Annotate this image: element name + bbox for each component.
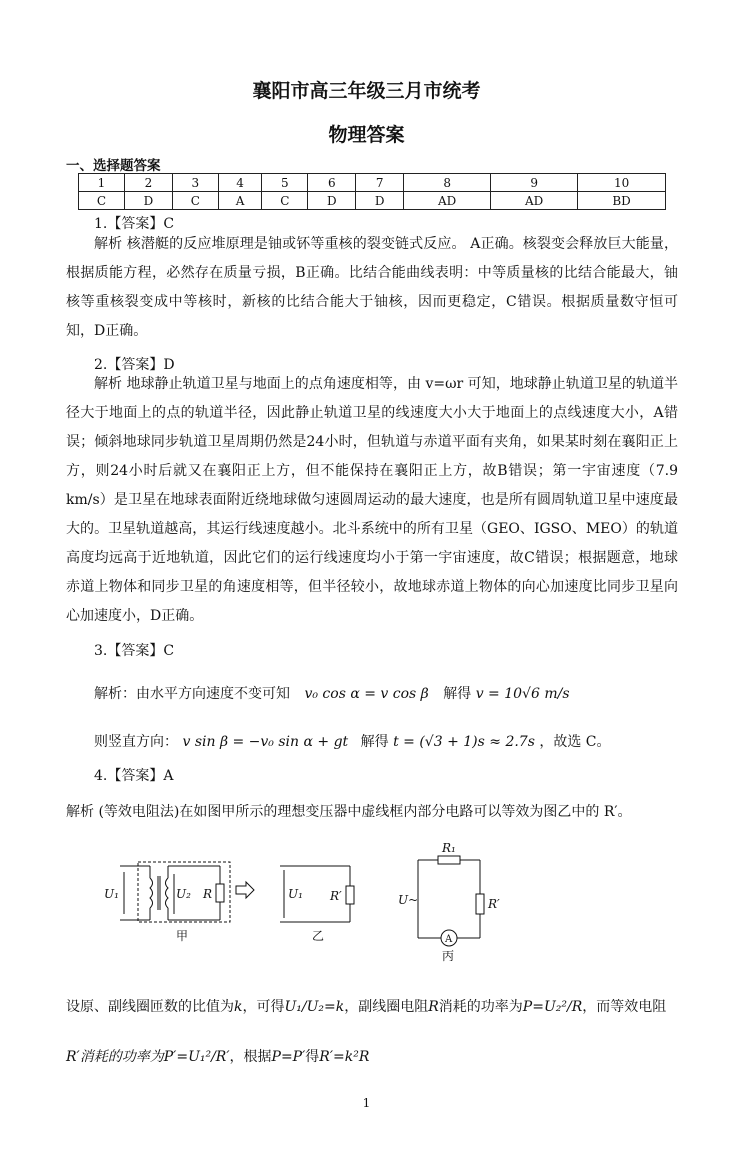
q4-power-prime-eq: P′=U₁²/R′ [163,1049,230,1065]
primary-coil [150,878,153,908]
q4-explanation: 解析 (等效电阻法)在如图甲所示的理想变压器中虚线框内部分电路可以等效为图乙中的 R′。 [66,804,632,820]
q4-line-b-text2: ，根据 [229,1049,272,1065]
label-r-prime-bing: R′ [488,897,500,911]
q4-line-b-text3: 得 [305,1049,320,1065]
question-number: 7 [356,174,404,192]
resistor-r-prime [346,886,354,904]
resistor-r1 [438,856,460,864]
label-u2: U₂ [176,887,191,901]
q3-equation-vertical: v sin β = −v₀ sin α + gt [182,734,349,750]
q4-line-b [66,1046,678,1068]
q4-result: R′=k²R [319,1049,370,1065]
answer-cell: BD [578,192,666,210]
q4-line-a-text3: ，副线圈电阻 [344,999,429,1015]
document-title: 襄阳市高三年级三月市统考 [252,80,481,102]
answer-cell: AD [404,192,491,210]
answer-cell: C [262,192,308,210]
q3-result-t: t = (√3 + 1)s ≈ 2.7s [393,734,535,750]
q4-line-b-text1: R′消耗的功率为 [66,1049,164,1065]
q1-label: 1.【答案】C [94,216,175,232]
q4-line-a [66,996,678,1018]
q4-r: R [428,999,439,1015]
question-number: 9 [491,174,578,192]
question-number: 5 [262,174,308,192]
question-number: 3 [172,174,218,192]
q4-k: k [234,999,243,1015]
q4-label: 4.【答案】A [94,768,174,784]
q3-line1-mid: 解得 [443,686,472,702]
label-bing: 丙 [442,949,455,962]
q3-result-v: v = 10√6 m/s [475,686,570,702]
answer-cell: D [356,192,404,210]
label-r1: R₁ [442,842,456,855]
label-yi: 乙 [312,929,325,943]
answer-table-number-row [79,174,666,192]
label-r-prime: R′ [330,889,342,903]
answer-table [78,173,666,210]
label-u-ac: U~ [398,893,419,907]
q2-explanation: 解析 地球静止轨道卫星与地面上的点角速度相等，由 v=ωr 可知，地球静止轨道卫星的轨道半径大于地面上的点的轨道半径，因此静止轨道卫星的线速度大小大于地面上的点线速度大小，A错误；倾斜地球同步轨道卫星周期仍然是24小时，但轨道与赤道平面有夹角，如果某时刻在襄阳正上方，则24小时后就又在襄阳正上方，但不能保持在襄阳正上方，故B错误；第一宇宙速度（7.9 km/s）是卫星在地球表面附近绕地球做匀速圆周运动的最大速度，也是所有圆周轨道卫星中速度最大的。卫星轨道越高，其运行线速度越小。北斗系统中的所有卫星（GEO、IGSO、MEO）的轨道高度均远高于近地轨道，因此它们的运行线速度均小于第一宇宙速度，故C错误；根据题意，地球赤道上物体和同步卫星的角速度相等，但半径较小，故地球赤道上物体的向心加速度比同步卫星向心加速度小，D正确。 [66,376,678,624]
label-r: R [203,887,213,901]
q3-line2 [94,731,611,751]
q3-line1 [94,683,570,703]
circuit-diagrams [0,842,733,962]
answer-cell: C [172,192,218,210]
question-number: 2 [124,174,172,192]
label-u1-yi: U₁ [288,887,303,901]
answer-cell: AD [491,192,578,210]
q4-ratio-eq: U₁/U₂=k [284,999,345,1015]
question-number: 6 [308,174,356,192]
resistor-r-prime-2 [476,894,484,914]
q3-line2-prefix: 则竖直方向： [94,734,178,750]
answer-cell: D [124,192,172,210]
q4-line-a-text2: ，可得 [242,999,285,1015]
answer-cell: C [79,192,125,210]
q4-line-a-text4: 消耗的功率为 [438,999,523,1015]
question-number: 1 [79,174,125,192]
ammeter-label: A [445,934,453,945]
section-heading: 一、选择题答案 [66,158,161,174]
question-number: 8 [404,174,491,192]
secondary-coil [166,878,169,908]
equivalence-arrow [236,882,254,898]
q4-equal-power: P=P′ [271,1049,306,1065]
q3-label: 3.【答案】C [94,643,175,659]
answer-table-answer-row [79,192,666,210]
question-number: 4 [218,174,262,192]
document-subtitle: 物理答案 [328,124,405,146]
q4-line-a-text1: 设原、副线圈匝数的比值为 [66,999,234,1015]
q3-line2-mid: 解得 [360,734,389,750]
q1-explanation: 解析 核潜艇的反应堆原理是铀或钚等重核的裂变链式反应。 A正确。核裂变会释放巨大能量，根据质能方程，必然存在质量亏损，B正确。比结合能曲线表明：中等质量核的比结合能最大，铀核等重核裂变成中等核时，新核的比结合能大于铀核，因而更稳定，C错误。根据质量数守恒可知，D正确。 [66,236,678,339]
answer-cell: A [218,192,262,210]
q3-line2-suffix: ，故选 C。 [539,734,611,750]
q3-equation-horizontal: v₀ cos α = v cos β [304,686,429,702]
q4-line-a-text5: ，而等效电阻 [582,999,667,1015]
answer-cell: D [308,192,356,210]
label-jia: 甲 [176,929,189,943]
page-number: 1 [362,1096,371,1110]
resistor-r [216,884,224,902]
q4-power-eq: P=U₂²/R [522,999,583,1015]
label-u1: U₁ [104,887,119,901]
q2-label: 2.【答案】D [94,357,175,373]
q3-line1-prefix: 解析：由水平方向速度不变可知 [94,686,290,702]
question-number: 10 [578,174,666,192]
